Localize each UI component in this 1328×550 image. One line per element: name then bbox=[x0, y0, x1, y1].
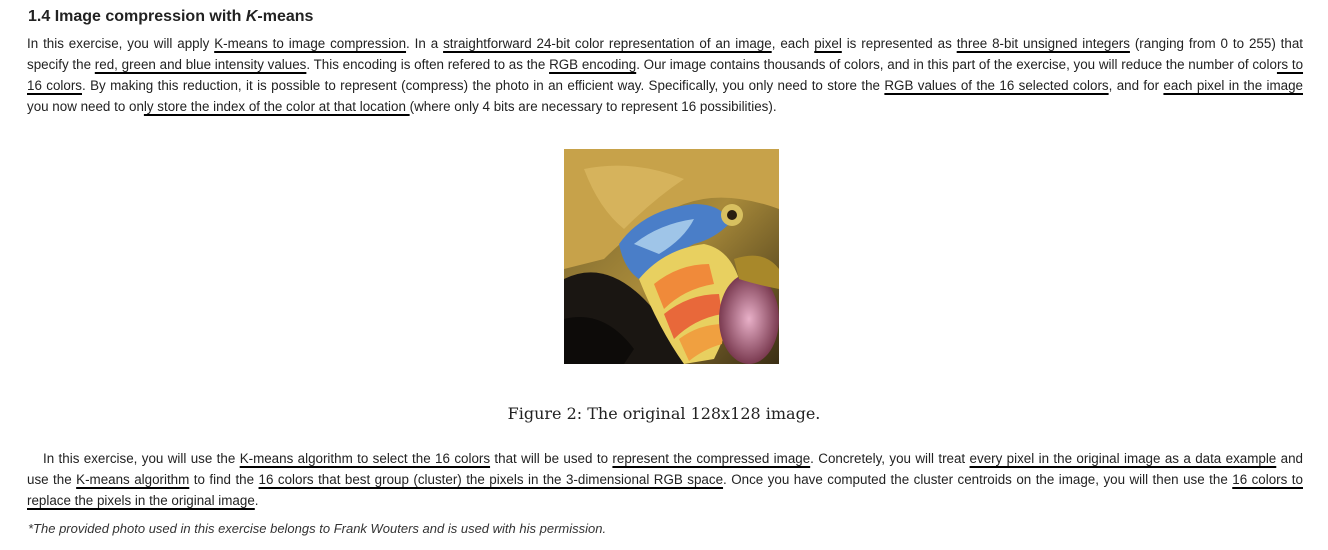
underline-kmeans-compression: K-means to image compression bbox=[214, 36, 407, 51]
underline-represent-compressed: represent the compressed image bbox=[612, 451, 811, 466]
underline-rgb-16: RGB values of the 16 selected colors bbox=[884, 78, 1109, 93]
underline-best-group: 16 colors that best group (cluster) the pixels in the 3-dimensional RGB space bbox=[258, 472, 724, 487]
paragraph-intro: In this exercise, you will apply K-means to image compression. In a straightforward 24-bit color representation of an image, each pixel is represented as three 8-bit unsigned integers (ranging from 0 to 255) that specify the red, green and blue intensity values. This encoding is often refered to as the RGB encoding. Our image contains thousands of colors, and in this part of the exercise, you will reduce the number of colors to 16 colors. By making this reduction, it is possible to represent (compress) the photo in an efficient way. Specifically, you only need to store the RGB values of the 16 selected colors, and for each pixel in the image you now need to only store the index of the color at that location (where only 4 bits are necessary to represent 16 possibilities). bbox=[27, 36, 1304, 114]
underline-pixel: pixel bbox=[814, 36, 842, 51]
underline-24bit: straightforward 24-bit color representation of an image bbox=[443, 36, 772, 51]
underline-rgb-encoding: RGB encoding bbox=[549, 57, 637, 72]
underline-16-colors: rs to 16 colors bbox=[27, 57, 1304, 93]
bird-photo bbox=[564, 149, 779, 364]
underline-each-pixel: each pixel in the image bbox=[1163, 78, 1303, 93]
underline-replace-pixels: 16 colors to replace the pixels in the original image bbox=[27, 472, 1303, 508]
photo-credit-footnote: *The provided photo used in this exercise belongs to Frank Wouters and is used with his permission. bbox=[28, 521, 607, 536]
underline-every-pixel: every pixel in the original image as a data example bbox=[969, 451, 1277, 466]
figure-caption: Figure 2: The original 128x128 image. bbox=[507, 404, 821, 423]
section-heading: 1.4 Image compression with K-means bbox=[28, 8, 314, 25]
underline-rgb-values: red, green and blue intensity values bbox=[94, 57, 307, 72]
underline-8bit: three 8-bit unsigned integers bbox=[956, 36, 1130, 51]
underline-store-index: ly store the index of the color at that location bbox=[143, 99, 410, 114]
underline-select-colors: K-means algorithm to select the 16 colors bbox=[239, 451, 491, 466]
paragraph-method: In this exercise, you will use the K-means algorithm to select the 16 colors that will be used to represent the compressed image. Concretely, you will treat every pixel in the original image as a data example and use the K-means algorithm to find the 16 colors that best group (cluster) the pixels in the 3-dimensional RGB space. Once you have computed the cluster centroids on the image, you will then use the 16 colors to replace the pixels in the original image. bbox=[27, 451, 1303, 508]
underline-kmeans-algorithm: K-means algorithm bbox=[76, 472, 190, 487]
